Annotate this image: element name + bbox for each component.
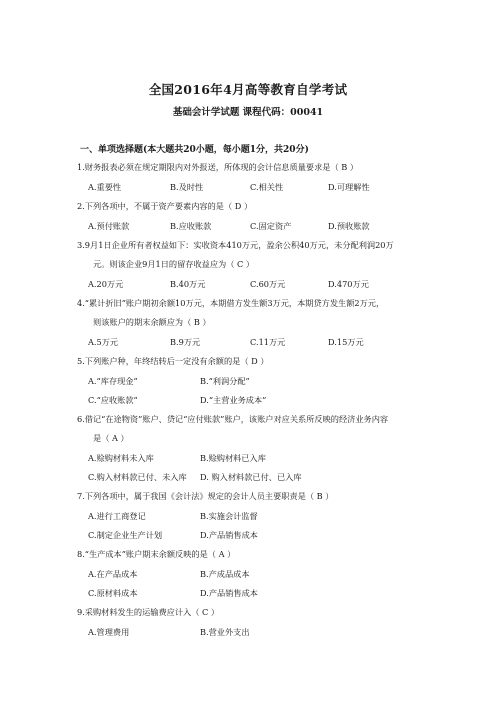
question-6-stem-cont: 是（ A ） (93, 433, 129, 443)
question-3-option-b: B.40万元 (170, 279, 206, 289)
question-3-option-a: A.20万元 (88, 279, 124, 289)
question-5-option-d: D.“主营业务成本” (200, 395, 267, 405)
question-5-stem: 5.下列账户种，年终结转后一定没有余额的是（ D ） (77, 356, 269, 366)
question-4-option-d: D.15万元 (328, 337, 364, 347)
exam-subtitle: 基础会计学试题 课程代码：00041 (172, 107, 324, 118)
question-8-option-a: A.在产品成本 (88, 569, 138, 579)
question-6-stem: 6.借记“在途物资”账户、贷记“应付账款”账户，该账户对应关系所反映的经济业务内容 (77, 414, 389, 424)
question-8-option-b: B.产成品成本 (200, 569, 250, 579)
exam-title: 全国2016年4月高等教育自学考试 (148, 82, 348, 97)
question-1-stem: 1.财务报表必须在规定期限内对外报送，所体现的会计信息质量要求是（ B ） (77, 162, 359, 172)
question-8-option-c: C.原材料成本 (88, 588, 138, 598)
question-3-stem: 3.9月1日企业所有者权益如下：实收资本410万元，盈余公积40万元，未分配利润20万 (77, 240, 394, 250)
question-4-stem-cont: 则该账户的期末余额应为（ B ） (93, 317, 211, 327)
question-6-option-a: A.赊购材料未入库 (88, 453, 154, 463)
question-7-stem: 7.下列各项中，属于我国《会计法》规定的会计人员主要职责是（ B ） (77, 491, 334, 501)
question-7-option-b: B.实施会计监督 (200, 511, 258, 521)
question-1-option-b: B.及时性 (170, 182, 204, 192)
question-1-option-c: C.相关性 (250, 182, 284, 192)
question-9-stem: 9.采购材料发生的运输费应计入（ C ） (77, 607, 220, 617)
question-2-option-c: C.固定资产 (250, 221, 292, 231)
question-3-option-c: C.60万元 (250, 279, 286, 289)
question-2-option-a: A.预付账款 (88, 221, 130, 231)
question-6-option-b: B.赊购材料已入库 (200, 453, 266, 463)
question-4-stem: 4.“累计折旧”账户期初余额10万元，本期借方发生额3万元，本期贷方发生额2万元， (77, 298, 385, 308)
question-2-option-d: D.预收账款 (328, 221, 370, 231)
question-1-option-a: A.重要性 (88, 182, 122, 192)
question-5-option-b: B.“利润分配” (200, 376, 250, 386)
question-4-option-c: C.11万元 (250, 337, 286, 347)
section-heading: 一、单项选择题(本大题共20小题，每小题1分，共20分) (80, 145, 309, 155)
question-7-option-a: A.进行工商登记 (88, 511, 146, 521)
question-6-option-d: D. 购入材料款已付、已入库 (200, 472, 302, 482)
question-3-stem-cont: 元。则该企业9月1日的留存收益应为（ C ） (93, 259, 255, 269)
question-8-option-d: D.产品销售成本 (200, 588, 258, 598)
question-2-option-b: B.应收账款 (170, 221, 212, 231)
question-9-option-a: A.管理费用 (88, 627, 130, 637)
question-1-option-d: D.可理解性 (328, 182, 370, 192)
question-2-stem: 2.下列各项中，不属于资产要素内容的是（ D ） (77, 201, 253, 211)
question-5-option-c: C.“应收账款” (88, 395, 138, 405)
question-8-stem: 8.“生产成本”账户期末余额反映的是（ A ） (77, 549, 236, 559)
question-7-option-c: C.制定企业生产计划 (88, 530, 163, 540)
question-3-option-d: D.470万元 (328, 279, 369, 289)
question-6-option-c: C.购入材料款已付、未入库 (88, 472, 187, 482)
question-4-option-a: A.5万元 (88, 337, 119, 347)
question-7-option-d: D.产品销售成本 (200, 530, 258, 540)
question-5-option-a: A.“库存现金” (88, 376, 138, 386)
question-4-option-b: B.9万元 (170, 337, 201, 347)
question-9-option-b: B.营业外支出 (200, 627, 250, 637)
